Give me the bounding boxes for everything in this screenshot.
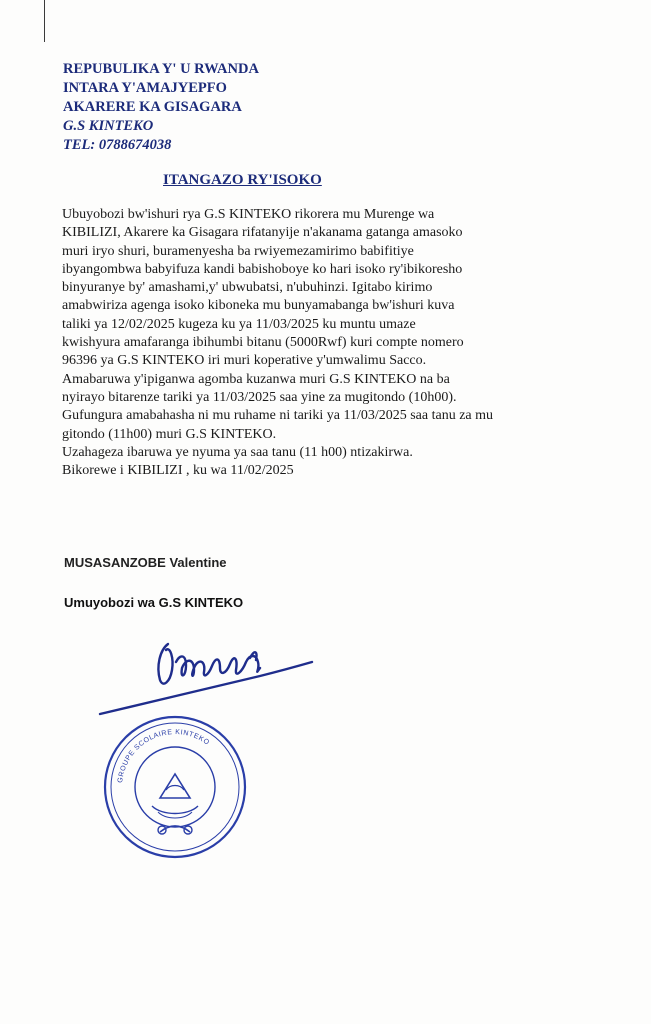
body-line: 96396 ya G.S KINTEKO iri muri koperative y'umwalimu Sacco. [62, 353, 427, 369]
body-line: Gufungura amabahasha ni mu ruhame ni tariki ya 11/03/2025 saa tanu za mu [62, 408, 494, 424]
svg-text:GROUPE SCOLAIRE KINTEKO [117, 729, 210, 783]
header-province: INTARA Y'AMAJYEPFO [63, 80, 227, 96]
signatory-name: MUSASANZOBE Valentine [64, 555, 227, 570]
body-line: kwishyura amafaranga ibihumbi bitanu (5000Rwf) kuri compte nomero [62, 335, 464, 351]
body-line: muri iryo shuri, buramenyesha ba rwiyemezamirimo babifitiye [62, 243, 414, 259]
body-line: Amabaruwa y'ipiganwa agomba kuzanwa muri G.S KINTEKO na ba [62, 371, 450, 387]
handwritten-signature [90, 632, 320, 722]
header-school: G.S KINTEKO [63, 118, 154, 134]
school-stamp [100, 712, 250, 862]
letterhead [63, 60, 259, 155]
header-country: REPUBULIKA Y' U RWANDA [63, 61, 259, 77]
body-line: Uzahageza ibaruwa ye nyuma ya saa tanu (11 h00) ntizakirwa. [62, 444, 413, 460]
stamp-text: GROUPE SCOLAIRE KINTEKO [117, 728, 211, 784]
body-line: gitondo (11h00) muri G.S KINTEKO. [62, 426, 277, 442]
signatory-title: Umuyobozi wa G.S KINTEKO [64, 595, 244, 610]
body-line: ibyangombwa babyifuza kandi babishoboye ko hari isoko ry'ibikoresho [62, 261, 463, 277]
body-line: binyuranye by' amashami,y' ubwubatsi, n'ubuhinzi. Igitabo kirimo [62, 280, 433, 296]
body-line: amabwiriza agenga isoko kiboneka mu bunyamabanga bw'ishuri kuva [62, 298, 455, 314]
header-phone: TEL: 0788674038 [63, 137, 172, 153]
header-district: AKARERE KA GISAGARA [63, 99, 242, 115]
body-line: Ubuyobozi bw'ishuri rya G.S KINTEKO rikorera mu Murenge wa [62, 207, 435, 222]
body-line: Bikorewe i KIBILIZI , ku wa 11/02/2025 [62, 463, 294, 479]
body-line: KIBILIZI, Akarere ka Gisagara rifatanyije n'akanama gatanga amasoko [62, 225, 463, 241]
document-title: ITANGAZO RY'ISOKO [163, 172, 322, 188]
body-line: nyirayo bitarenze tariki ya 11/03/2025 saa yine za mugitondo (10h00). [62, 389, 457, 405]
announcement-body [62, 206, 610, 480]
scan-edge-line [44, 0, 45, 42]
body-line: taliki ya 12/02/2025 kugeza ku ya 11/03/2025 ku muntu umaze [62, 316, 416, 332]
